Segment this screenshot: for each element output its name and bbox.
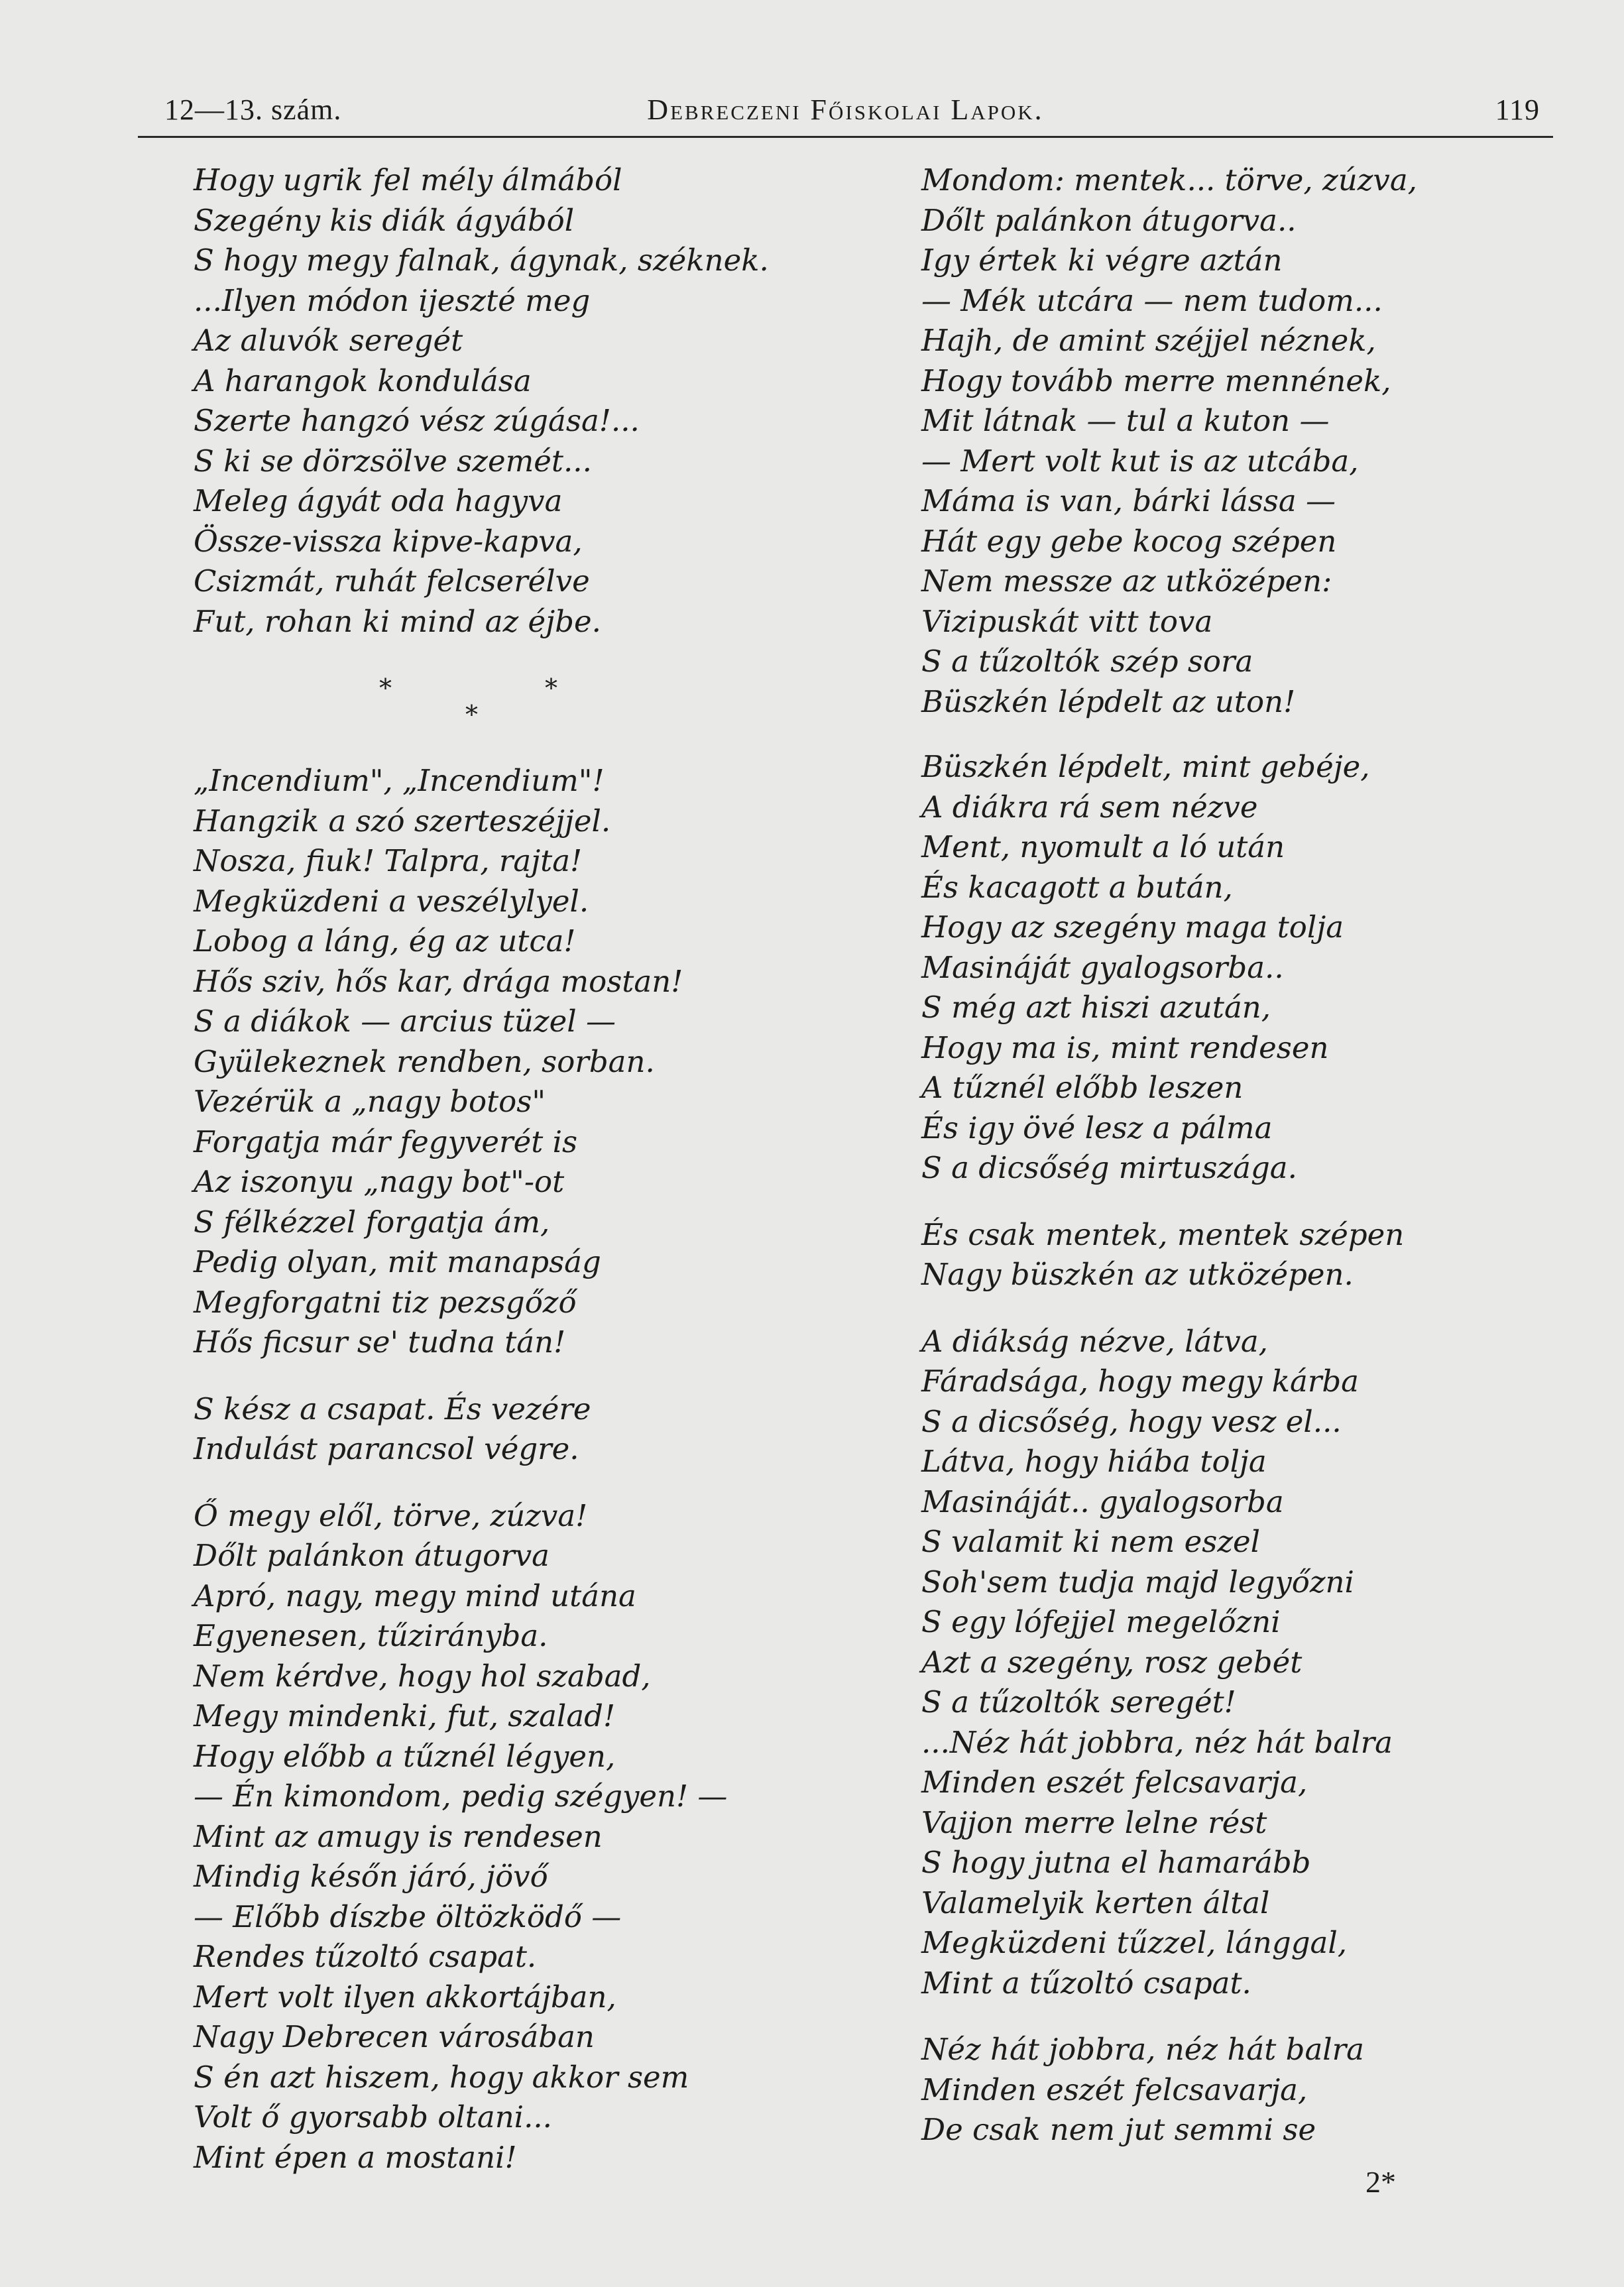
- verse-line: Hajh, de amint széjjel néznek,: [921, 323, 1376, 358]
- verse-line: Apró, nagy, megy mind utána: [194, 1578, 636, 1613]
- verse-line: S a dicsőség mirtuszága.: [921, 1150, 1297, 1185]
- verse-line: És csak mentek, mentek szépen: [921, 1216, 1405, 1252]
- right-stanza-2: [921, 747, 1518, 1189]
- verse-line: Büszkén lépdelt az uton!: [921, 683, 1296, 719]
- star-3: *: [545, 674, 557, 703]
- verse-line: Szegény kis diák ágyából: [194, 202, 575, 238]
- verse-line: Mert volt ilyen akkortájban,: [194, 1979, 616, 2015]
- verse-line: Fut, rohan ki mind az éjbe.: [194, 603, 601, 639]
- verse-line: S ki se dörzsölve szemét...: [194, 443, 592, 479]
- verse-line: A tűznél előbb leszen: [921, 1070, 1244, 1105]
- verse-line: Hát egy gebe kocog szépen: [921, 523, 1337, 559]
- verse-line: S hogy megy falnak, ágynak, széknek.: [194, 243, 769, 278]
- verse-line: Mit látnak — tul a kuton —: [921, 403, 1330, 438]
- verse-line: Vezérük a „nagy botos": [194, 1084, 546, 1119]
- verse-line: „Incendium", „Incendium"!: [194, 763, 605, 798]
- verse-line: Fáradsága, hogy megy kárba: [921, 1364, 1359, 1399]
- right-column: [921, 160, 1518, 2177]
- verse-line: Mint a tűzoltó csapat.: [921, 1965, 1251, 2001]
- verse-line: — Én kimondom, pedig szégyen! —: [194, 1779, 728, 1814]
- verse-line: S félkézzel forgatja ám,: [194, 1204, 550, 1240]
- verse-line: És igy övé lesz a pálma: [921, 1110, 1273, 1145]
- verse-line: A diákra rá sem nézve: [921, 789, 1258, 825]
- header-rule: [138, 136, 1553, 138]
- verse-line: A diákság nézve, látva,: [921, 1323, 1268, 1359]
- verse-line: Látva, hogy hiába tolja: [921, 1444, 1267, 1479]
- verse-line: Rendes tűzoltó csapat.: [194, 1939, 537, 1974]
- verse-line: Össze-vissza kipve-kapva,: [194, 523, 583, 559]
- verse-line: Mindig későn járó, jövő: [194, 1859, 548, 1894]
- verse-line: Megy mindenki, fut, szalad!: [194, 1698, 616, 1733]
- verse-line: Az aluvók seregét: [194, 323, 463, 358]
- verse-line: Mint az amugy is rendesen: [194, 1818, 603, 1854]
- journal-title: Debreczeni Főiskolai Lapok.: [647, 93, 1044, 126]
- verse-line: Egyenesen, tűzirányba.: [194, 1618, 548, 1653]
- verse-line: De csak nem jut semmi se: [921, 2112, 1316, 2147]
- verse-line: Pedig olyan, mit manapság: [194, 1244, 601, 1279]
- verse-line: Nagy Debrecen városában: [194, 2019, 595, 2054]
- verse-line: Megküzdeni tűzzel, lánggal,: [921, 1925, 1348, 1960]
- verse-line: Ment, nyomult a ló után: [921, 829, 1285, 864]
- verse-line: S egy lófejjel megelőzni: [921, 1604, 1281, 1639]
- section-break-stars: [194, 668, 856, 761]
- verse-line: Nagy büszkén az utközépen.: [921, 1257, 1354, 1292]
- verse-line: ...Néz hát jobbra, néz hát balra: [921, 1724, 1393, 1760]
- verse-line: S a tűzoltók szép sora: [921, 644, 1253, 679]
- verse-line: Nem kérdve, hogy hol szabad,: [194, 1658, 651, 1694]
- verse-line: Gyülekeznek rendben, sorban.: [194, 1043, 655, 1079]
- running-header: [138, 93, 1553, 139]
- verse-line: Soh'sem tudja majd legyőzni: [921, 1564, 1354, 1600]
- verse-line: — Mert volt kut is az utcába,: [921, 443, 1359, 479]
- star-1: *: [379, 674, 392, 703]
- verse-line: Hangzik a szó szerteszéjjel.: [194, 803, 611, 839]
- verse-line: Meleg ágyát oda hagyva: [194, 483, 563, 518]
- page-number: 119: [1495, 93, 1540, 126]
- left-stanza-4: [194, 1496, 856, 2178]
- verse-line: Megforgatni tiz pezsgőző: [194, 1284, 577, 1320]
- verse-line: S a tűzoltók seregét!: [921, 1684, 1236, 1720]
- verse-line: Valamelyik kerten által: [921, 1885, 1270, 1920]
- verse-line: Szerte hangzó vész zúgása!...: [194, 403, 640, 438]
- verse-line: S még azt hiszi azután,: [921, 990, 1271, 1025]
- verse-line: Büszkén lépdelt, mint gebéje,: [921, 749, 1370, 784]
- verse-line: S valamit ki nem eszel: [921, 1524, 1261, 1559]
- verse-line: Vizipuskát vitt tova: [921, 603, 1213, 639]
- star-2: *: [465, 700, 478, 729]
- verse-line: — Mék utcára — nem tudom...: [921, 282, 1383, 318]
- left-stanza-1: [194, 160, 856, 642]
- verse-line: Dőlt palánkon átugorva..: [921, 202, 1297, 238]
- verse-line: Máma is van, bárki lássa —: [921, 483, 1336, 518]
- verse-line: S én azt hiszem, hogy akkor sem: [194, 2059, 689, 2095]
- verse-line: Azt a szegény, rosz gebét: [921, 1644, 1303, 1680]
- right-stanza-4: [921, 1322, 1518, 2004]
- verse-line: S hogy jutna el hamarább: [921, 1845, 1311, 1880]
- verse-line: Dőlt palánkon átugorva: [194, 1538, 550, 1573]
- verse-line: Néz hát jobbra, néz hát balra: [921, 2032, 1365, 2067]
- verse-line: Hogy előbb a tűznél légyen,: [194, 1738, 616, 1774]
- verse-line: Minden eszét felcsavarja,: [921, 2072, 1308, 2107]
- verse-line: Indulást parancsol végre.: [194, 1431, 579, 1466]
- right-stanza-5: [921, 2030, 1518, 2150]
- right-stanza-1: [921, 160, 1518, 722]
- left-stanza-3: [194, 1389, 856, 1470]
- verse-line: Megküzdeni a veszélylyel.: [194, 883, 589, 919]
- verse-line: Hogy tovább merre mennének,: [921, 363, 1391, 398]
- verse-line: Minden eszét felcsavarja,: [921, 1765, 1308, 1800]
- verse-line: Forgatja már fegyverét is: [194, 1124, 578, 1159]
- issue-number: 12—13. szám.: [164, 93, 342, 126]
- verse-line: Hős sziv, hős kar, drága mostan!: [194, 963, 683, 999]
- verse-line: Hogy az szegény maga tolja: [921, 909, 1344, 945]
- verse-line: A harangok kondulása: [194, 363, 532, 398]
- verse-line: S kész a csapat. És vezére: [194, 1391, 591, 1427]
- verse-line: Nem messze az utközépen:: [921, 563, 1332, 599]
- right-stanza-3: [921, 1215, 1518, 1295]
- verse-line: Mondom: mentek... törve, zúzva,: [921, 162, 1417, 198]
- verse-line: Lobog a láng, ég az utca!: [194, 923, 576, 959]
- verse-line: Hős ficsur se' tudna tán!: [194, 1324, 566, 1360]
- verse-line: Ő megy elől, törve, zúzva!: [194, 1497, 588, 1533]
- verse-line: Masináját.. gyalogsorba: [921, 1484, 1284, 1519]
- verse-line: Hogy ugrik fel mély álmából: [194, 162, 622, 198]
- verse-line: S a diákok — arcius tüzel —: [194, 1004, 616, 1039]
- verse-line: Volt ő gyorsabb oltani...: [194, 2099, 552, 2135]
- verse-line: — Előbb díszbe öltözködő —: [194, 1899, 622, 1934]
- verse-line: Az iszonyu „nagy bot"-ot: [194, 1164, 565, 1199]
- left-column: [194, 160, 856, 2204]
- left-stanza-2: [194, 761, 856, 1363]
- verse-line: Mint épen a mostani!: [194, 2139, 517, 2175]
- verse-line: Hogy ma is, mint rendesen: [921, 1029, 1329, 1065]
- verse-line: És kacagott a bután,: [921, 869, 1233, 905]
- signature-mark: 2*: [1365, 2165, 1396, 2199]
- verse-line: Csizmát, ruhát felcserélve: [194, 563, 590, 599]
- verse-line: Vajjon merre lelne rést: [921, 1804, 1267, 1840]
- verse-line: Igy értek ki végre aztán: [921, 243, 1283, 278]
- verse-line: ...Ilyen módon ijeszté meg: [194, 282, 591, 318]
- verse-line: S a dicsőség, hogy vesz el...: [921, 1403, 1342, 1439]
- verse-line: Masináját gyalogsorba..: [921, 949, 1284, 985]
- verse-line: Nosza, fiuk! Talpra, rajta!: [194, 843, 583, 878]
